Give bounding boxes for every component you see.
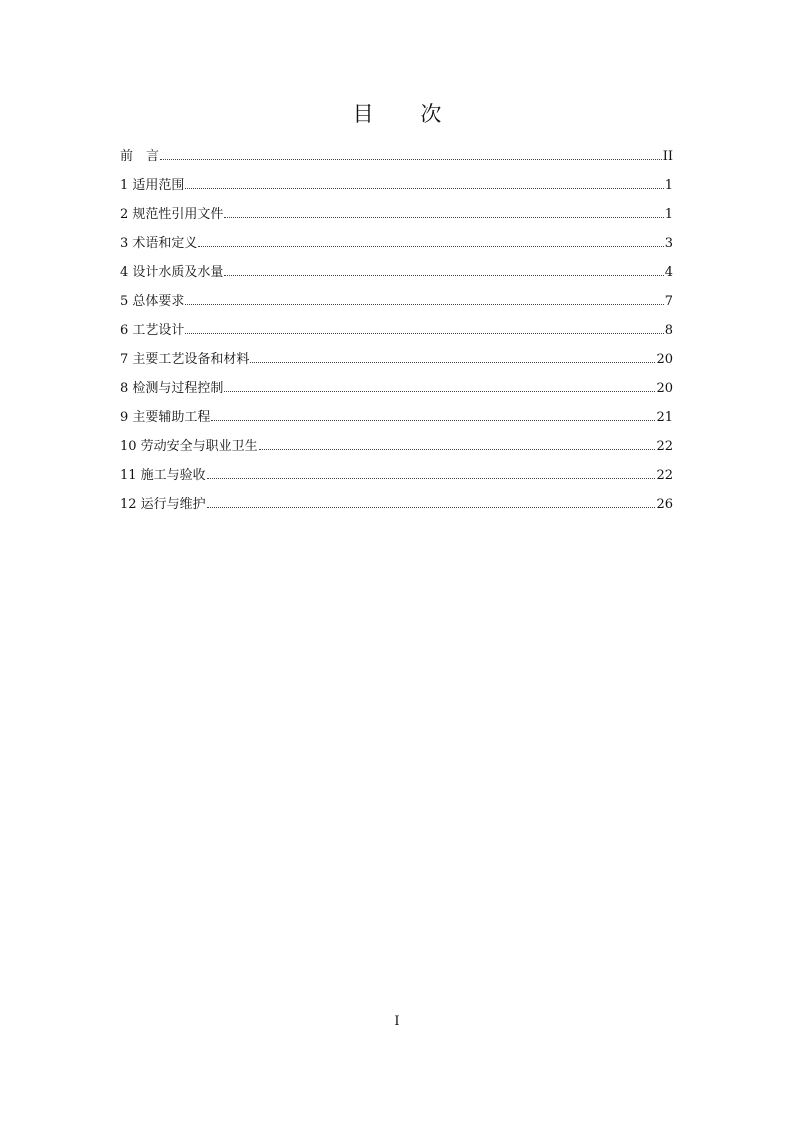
- toc-entry-label: 5 总体要求: [120, 294, 185, 309]
- toc-entry-5[interactable]: [120, 293, 673, 322]
- toc-leader-dots: [250, 362, 655, 363]
- toc-entry-label: 1 适用范围: [120, 178, 185, 193]
- toc-entry-12[interactable]: [120, 496, 673, 525]
- toc-leader-dots: [160, 159, 662, 160]
- toc-entry-11[interactable]: [120, 467, 673, 496]
- toc-entry-label: 6 工艺设计: [120, 323, 185, 338]
- toc-entry-2[interactable]: [120, 206, 673, 235]
- toc-entry-label: 12 运行与维护: [120, 497, 206, 512]
- toc-leader-dots: [185, 333, 663, 334]
- toc-entry-page: 1: [664, 178, 673, 193]
- page-number: I: [394, 1014, 400, 1029]
- toc-entry-8[interactable]: [120, 380, 673, 409]
- toc-entry-page: 21: [656, 410, 673, 425]
- toc-leader-dots: [185, 188, 663, 189]
- toc-entry-label: 3 术语和定义: [120, 236, 198, 251]
- toc-entry-page: 22: [656, 439, 673, 454]
- toc-leader-dots: [224, 391, 655, 392]
- toc-entry-page: 20: [656, 381, 673, 396]
- toc-leader-dots: [198, 246, 663, 247]
- toc-entry-page: 3: [664, 236, 673, 251]
- toc-leader-dots: [185, 304, 663, 305]
- toc-entry-4[interactable]: [120, 264, 673, 293]
- toc-leader-dots: [224, 275, 663, 276]
- toc-entry-page: 20: [656, 352, 673, 367]
- toc-entry-label: 10 劳动安全与职业卫生: [120, 439, 258, 454]
- toc-entry-label: 9 主要辅助工程: [120, 410, 211, 425]
- toc-title: 目 次: [352, 102, 462, 126]
- toc-entry-label: 8 检测与过程控制: [120, 381, 224, 396]
- toc-entry-label: 2 规范性引用文件: [120, 207, 224, 222]
- toc-entry-page: II: [662, 149, 673, 164]
- toc-leader-dots: [207, 478, 656, 479]
- toc-entry-page: 7: [664, 294, 673, 309]
- toc-entry-label: 7 主要工艺设备和材料: [120, 352, 250, 367]
- toc-entry-6[interactable]: [120, 322, 673, 351]
- toc-leader-dots: [224, 217, 663, 218]
- toc-entry-page: 22: [656, 468, 673, 483]
- toc-entry-page: 8: [664, 323, 673, 338]
- toc-entry-10[interactable]: [120, 438, 673, 467]
- toc-leader-dots: [259, 449, 656, 450]
- toc-entry-9[interactable]: [120, 409, 673, 438]
- toc-entry-1[interactable]: [120, 177, 673, 206]
- toc-leader-dots: [211, 420, 655, 421]
- toc-entry-3[interactable]: [120, 235, 673, 264]
- toc-leader-dots: [207, 507, 656, 508]
- toc-entry-label: 11 施工与验收: [120, 468, 206, 483]
- toc-entry-page: 4: [664, 265, 673, 280]
- toc-entry-label: 4 设计水质及水量: [120, 265, 224, 280]
- table-of-contents: [120, 148, 673, 525]
- toc-entry-7[interactable]: [120, 351, 673, 380]
- toc-entry-page: 1: [664, 207, 673, 222]
- toc-entry-page: 26: [656, 497, 673, 512]
- toc-entry-label: 前 言: [120, 149, 160, 164]
- toc-entry-foreword[interactable]: [120, 148, 673, 177]
